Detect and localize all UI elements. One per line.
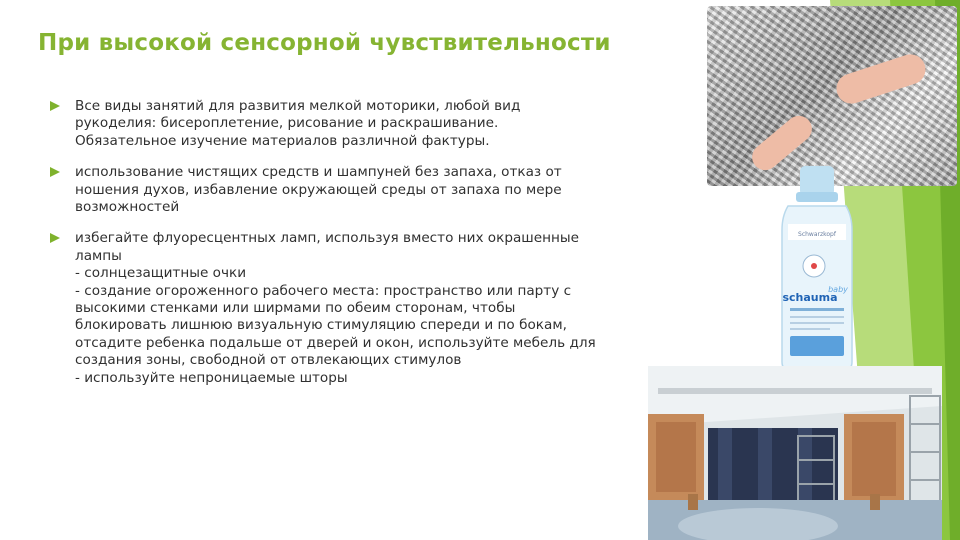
bottle-variant-text: baby <box>828 285 848 294</box>
bullet-line: Обязательное изучение материалов различной фактуры. <box>75 132 490 149</box>
triangle-arrow-icon <box>50 167 60 177</box>
hand-shape <box>833 51 930 108</box>
triangle-arrow-icon <box>50 101 60 111</box>
bullet-line: блокировать лишнюю визуальную стимуляцию спереди и по бокам, <box>75 317 567 334</box>
bullet-line: лампы <box>75 247 122 264</box>
bullet-line: Все виды занятий для развития мелкой моторики, любой вид <box>75 98 521 114</box>
bullet-list <box>44 98 684 387</box>
triangle-arrow-icon <box>50 233 60 243</box>
bullet-line: - используйте непроницаемые шторы <box>75 369 348 386</box>
bullet-line: ношения духов, избавление окружающей среды от запаха по мере <box>75 181 562 198</box>
bullet-line: - создание огороженного рабочего места: пространство или парту с <box>75 282 572 299</box>
bullet-line: высокими стенками или ширмами по обеим сторонам, чтобы <box>75 300 516 317</box>
bullet-line: отсадите ребенка подальше от дверей и окон, используйте мебель для <box>75 334 596 351</box>
bullet-item <box>44 230 684 387</box>
bottle-brand-text: Schwarzkopf <box>798 231 836 238</box>
bullet-line: использование чистящих средств и шампуней без запаха, отказ от <box>75 164 562 181</box>
foil-texture-photo <box>707 6 957 186</box>
bullet-line: создания зоны, свободной от отвлекающих стимулов <box>75 352 462 369</box>
shampoo-bottle-photo <box>778 166 856 372</box>
classroom-photo <box>648 366 942 540</box>
bullet-line: избегайте флуоресцентных ламп, используя вместо них окрашенные <box>75 230 579 247</box>
bullet-line: - солнцезащитные очки <box>75 265 247 282</box>
bottle-product-text: schauma <box>782 291 838 304</box>
slide-title: При высокой сенсорной чувствительности <box>38 30 611 56</box>
bullet-item <box>44 164 684 216</box>
bullet-line: рукоделия: бисероплетение, рисование и раскрашивание. <box>75 115 499 132</box>
bullet-item <box>44 98 684 150</box>
bullet-line: возможностей <box>75 199 180 216</box>
